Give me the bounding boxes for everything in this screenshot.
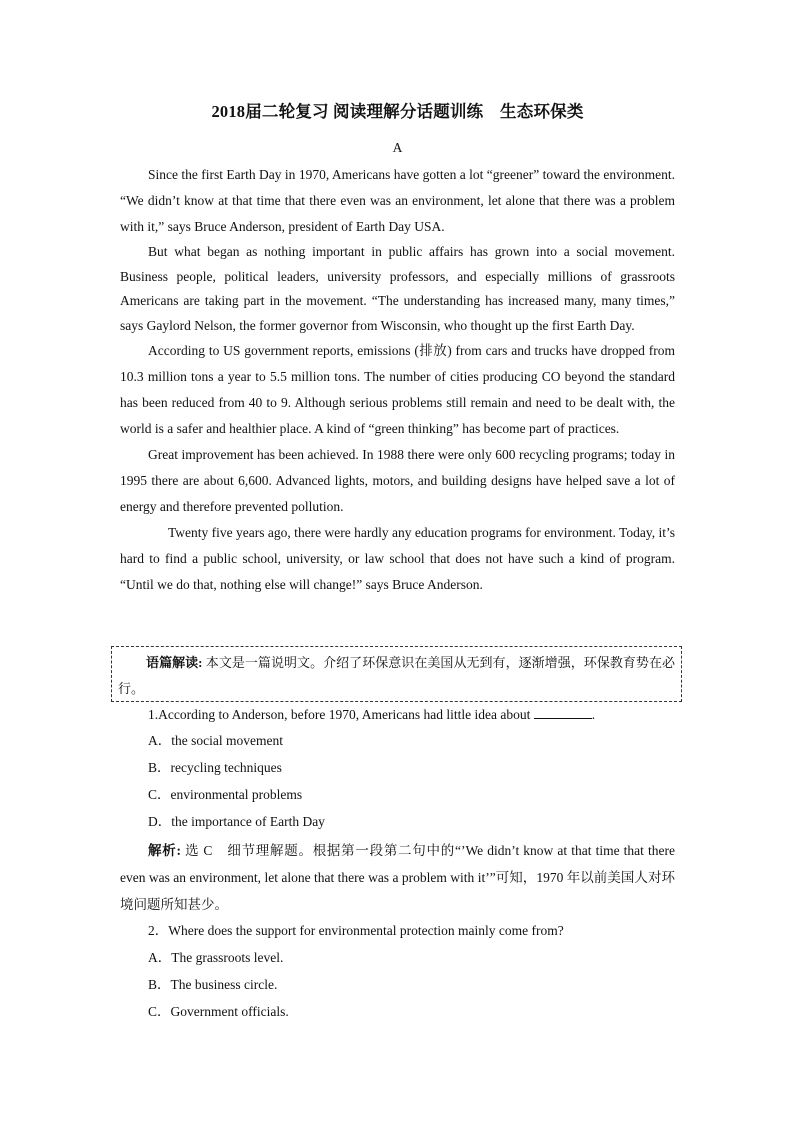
section-label: A — [392, 140, 403, 155]
question-1-stem: 1.According to Anderson, before 1970, Americans had little idea about — [148, 707, 531, 722]
question-1-option-b: B．recycling techniques — [148, 760, 282, 775]
question-2-option-c: C．Government officials. — [148, 1004, 289, 1019]
summary-label: 语篇解读: — [146, 655, 203, 670]
document-page — [120, 98, 675, 598]
analysis-1 — [120, 837, 675, 918]
question-2-option-b: B．The business circle. — [148, 977, 278, 992]
question-1-option-d: D．the importance of Earth Day — [148, 814, 325, 829]
question-1 — [148, 706, 595, 724]
passage-paragraph-2: But what began as nothing important in public affairs has grown into a social movement. Business people, political leaders, university professors, and especially millions of grassroots Americans are taking part in the movement. “The understanding has increased many, many times,” says Gaylord Nelson, the former governor from Wisconsin, who thought up the first Earth Day. — [120, 244, 675, 333]
passage-paragraph-3: According to US government reports, emissions (排放) from cars and trucks have dropped from 10.3 million tons a year to 5.5 million tons. The number of cities producing CO beyond the standard has been reduced from 40 to 9. Although serious problems still remain and need to be dealt with, the world is a safer and healthier place. A kind of “green thinking” has become part of practices. — [120, 343, 675, 436]
analysis-1-text: 选 C 细节理解题。根据第一段第二句中的“’We didn’t know at that time that there even was an environment, let alone that there was a problem with it’”可知，1970 年以前美国人对环境问题所知甚少。 — [120, 843, 676, 912]
passage-paragraph-5: Twenty five years ago, there were hardly any education programs for environment. Today, it’s hard to find a public school, university, or law school that does not have such a kind of program. “Until we do that, nothing else will change!” says Bruce Anderson. — [120, 525, 675, 592]
page-title: 2018届二轮复习 阅读理解分话题训练 生态环保类 — [211, 102, 584, 121]
analysis-1-label: 解析: — [148, 843, 181, 858]
question-2-option-a: A．The grassroots level. — [148, 950, 284, 965]
question-1-option-c: C．environmental problems — [148, 787, 303, 802]
summary-box — [111, 646, 682, 702]
answer-blank — [534, 706, 592, 719]
question-2-stem: 2．Where does the support for environmental protection mainly come from? — [148, 923, 564, 938]
summary-text: 本文是一篇说明文。介绍了环保意识在美国从无到有，逐渐增强，环保教育势在必行。 — [118, 655, 675, 696]
question-1-option-a: A．the social movement — [148, 733, 283, 748]
passage-paragraph-4: Great improvement has been achieved. In 1988 there were only 600 recycling programs; today in 1995 there are about 6,600. Advanced lights, motors, and building designs have helped save a lot of energy and therefore prevented pollution. — [120, 447, 675, 514]
question-1-end: . — [591, 707, 596, 722]
passage-paragraph-1: Since the first Earth Day in 1970, Americans have gotten a lot “greener” toward the environment. “We didn’t know at that time that there even was an environment, let alone that there was a problem with it,” says Bruce Anderson, president of Earth Day USA. — [120, 167, 675, 234]
